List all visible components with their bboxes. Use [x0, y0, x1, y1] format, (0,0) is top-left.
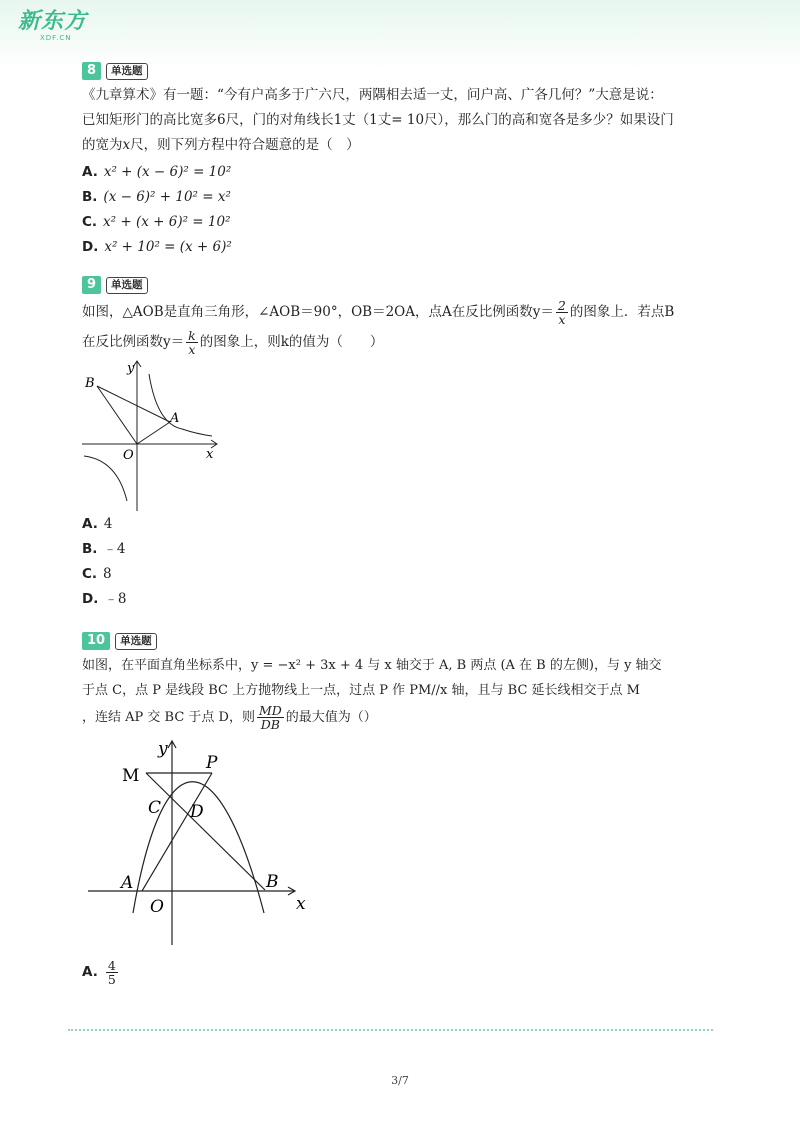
option-a[interactable]: A. $\frac{4}{5}$ — [82, 958, 116, 987]
fraction: $\frac{k}{x}$ — [188, 328, 196, 357]
fraction: $\frac{4}{5}$ — [107, 958, 116, 987]
question-number: 10 — [82, 632, 110, 650]
xdf-logo — [18, 10, 87, 42]
label-x: x — [296, 894, 306, 914]
stem-line: 于点 C，点 P 是线段 BC 上方抛物线上一点，过点 P 作 PM//x 轴，且与 BC 延长线相交于点 M — [82, 683, 640, 698]
logo-subtext: XDF.CN — [40, 34, 72, 42]
option-a[interactable]: A. 4 — [82, 516, 113, 532]
q10-figure — [88, 733, 323, 948]
label-o: O — [123, 448, 134, 463]
q9-figure — [82, 356, 222, 514]
stem-line: 如图，在平面直角坐标系中，y = −x² + 3x + 4 与 x 轴交于 A, B 两点 (A 在 B 的左侧)，与 y 轴交 — [82, 658, 662, 673]
option-d[interactable]: D. ﹣8 — [82, 591, 127, 607]
options-list — [82, 160, 722, 260]
question-10-options — [82, 955, 722, 989]
label-c: C — [148, 798, 162, 818]
curve-q1 — [149, 374, 212, 436]
stem-line: 已知矩形门的高比宽多6尺，门的对角线长1丈（1丈= 10尺），那么门的高和宽各是多少？如果设门 — [82, 112, 674, 128]
label-d: D — [190, 802, 204, 822]
question-header — [82, 274, 722, 296]
option-c[interactable]: C. 8 — [82, 566, 112, 582]
question-number: 8 — [82, 62, 101, 80]
question-stem — [82, 297, 722, 357]
question-9 — [82, 274, 722, 357]
footer-divider — [68, 1029, 713, 1031]
fraction: $\frac{2}{x}$ — [557, 298, 566, 327]
label-o: O — [150, 897, 164, 917]
question-type-badge: 单选题 — [106, 277, 148, 294]
label-x: x — [206, 447, 214, 462]
stem-line: 的宽为x尺，则下列方程中符合题意的是（ ） — [82, 137, 360, 153]
question-type-badge: 单选题 — [115, 633, 157, 650]
question-stem — [82, 653, 722, 733]
question-type-badge: 单选题 — [106, 63, 148, 80]
label-p: P — [206, 753, 218, 773]
label-b: B — [85, 376, 95, 391]
stem-line: 在反比例函数y＝ $\frac{k}{x}$ 的图象上，则k的值为（ ） — [82, 328, 384, 357]
stem-line: 《九章算术》有一题：“今有户高多于广六尺，两隅相去适一丈，问户高、广各几何？”大意是说： — [82, 87, 663, 103]
label-y: y — [127, 361, 135, 376]
curve-q3 — [84, 456, 127, 501]
question-stem — [82, 83, 722, 158]
option-c[interactable]: C. x² + (x + 6)² = 10² — [82, 214, 231, 230]
segment-ab — [97, 386, 170, 422]
option-b[interactable]: B. ﹣4 — [82, 541, 126, 557]
label-a: A — [170, 411, 180, 426]
segment-ob — [97, 386, 137, 444]
question-header — [82, 630, 722, 652]
page-number: 3/7 — [391, 1074, 409, 1087]
question-8 — [82, 60, 722, 260]
segment-oa — [137, 422, 170, 444]
question-header — [82, 60, 722, 82]
label-a: A — [121, 873, 134, 893]
option-d[interactable]: D. x² + 10² = (x + 6)² — [82, 239, 232, 255]
option-b[interactable]: B. (x − 6)² + 10² = x² — [82, 189, 231, 205]
question-10 — [82, 630, 722, 733]
stem-line: 如图，△AOB是直角三角形，∠AOB＝90°，OB＝2OA，点A在反比例函数y＝ $\frac{2}{x}$ 的图象上．若点B — [82, 298, 675, 327]
question-9-options — [82, 512, 722, 612]
fraction: $\frac{MD}{DB}$ — [258, 703, 282, 732]
stem-line: ，连结 AP 交 BC 于点 D，则 $\frac{MD}{DB}$ 的最大值为（） — [82, 703, 377, 732]
label-b: B — [266, 872, 279, 892]
logo-text: 新东方 — [18, 9, 88, 34]
label-m: M — [122, 766, 140, 786]
label-y: y — [158, 739, 168, 759]
option-a[interactable]: A. x² + (x − 6)² = 10² — [82, 164, 232, 180]
line-mb — [146, 773, 265, 890]
question-number: 9 — [82, 276, 101, 294]
